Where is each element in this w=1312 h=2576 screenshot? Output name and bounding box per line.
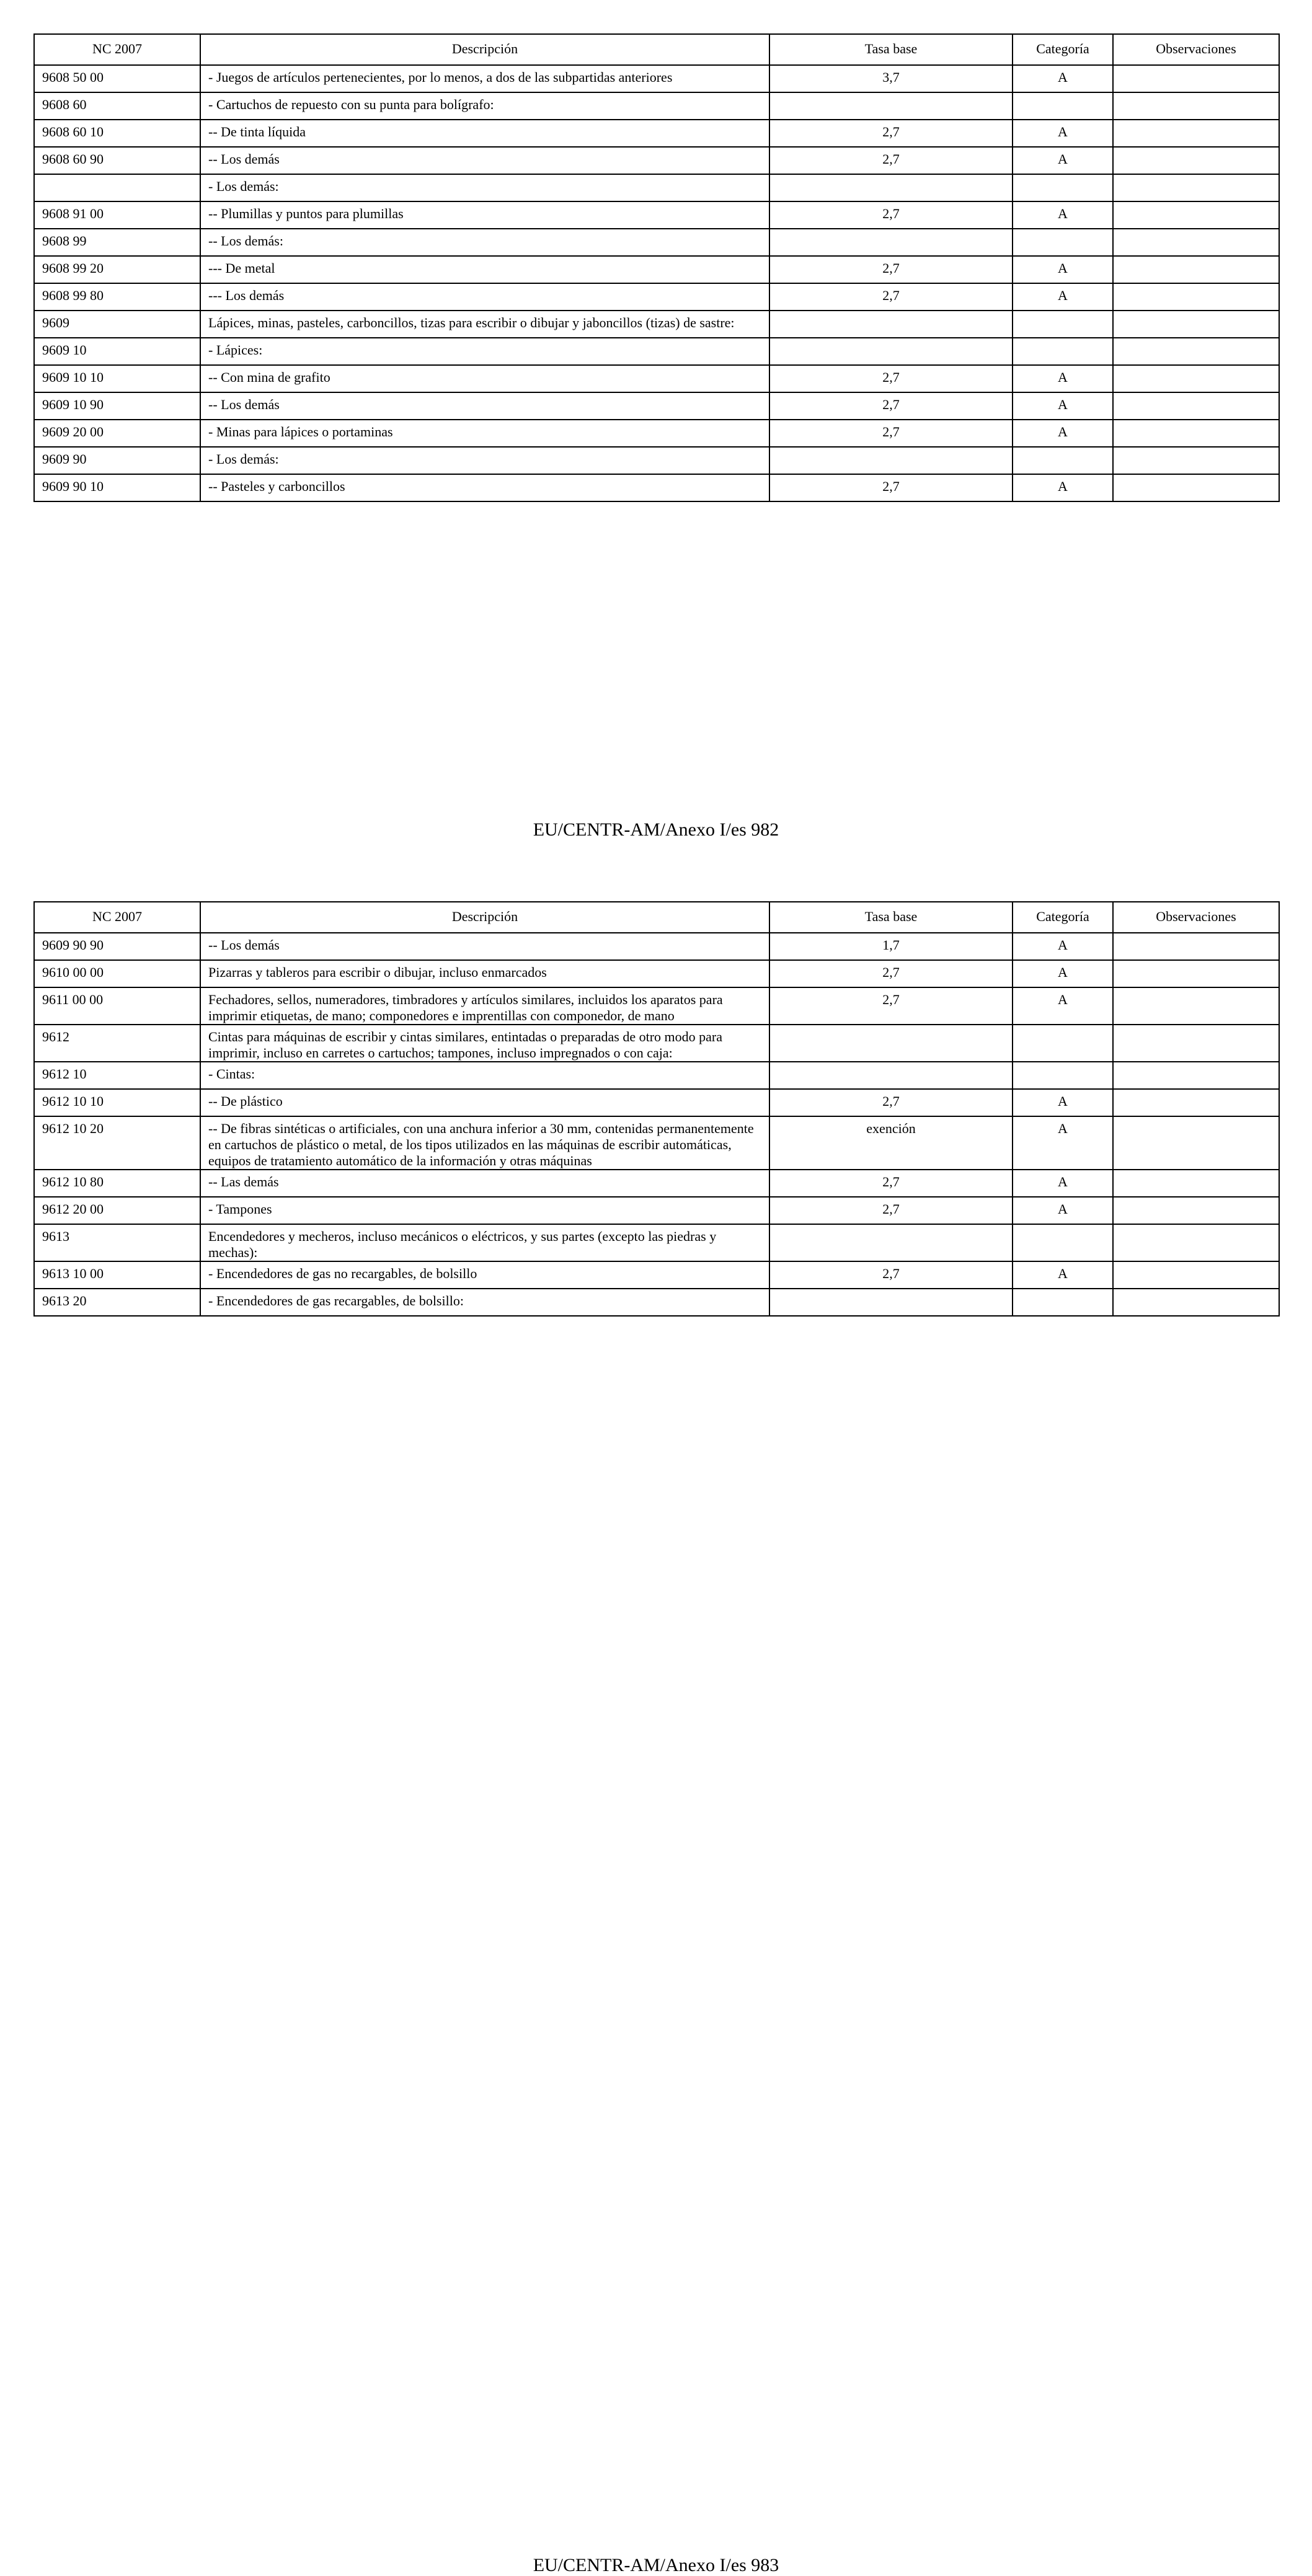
- description-cell: Cintas para máquinas de escribir y cintas similares, entintadas o preparadas de otro modo para imprimir, incluso en carretes o cartuchos; tampones, incluso impregnados o con caja:: [200, 1025, 769, 1062]
- description-cell: - Cintas:: [200, 1062, 769, 1089]
- observations-cell: [1113, 933, 1279, 960]
- base-rate-cell: [769, 1025, 1013, 1062]
- observations-cell: [1113, 1062, 1279, 1089]
- category-cell: A: [1013, 1089, 1113, 1116]
- base-rate-cell: [769, 229, 1013, 256]
- observations-cell: [1113, 283, 1279, 311]
- nc-code-cell: 9608 50 00: [34, 65, 200, 92]
- base-rate-cell: [769, 174, 1013, 201]
- nc-code-cell: 9612 10: [34, 1062, 200, 1089]
- observations-cell: [1113, 1089, 1279, 1116]
- category-cell: A: [1013, 120, 1113, 147]
- category-cell: A: [1013, 256, 1113, 283]
- base-rate-cell: 2,7: [769, 960, 1013, 987]
- observations-cell: [1113, 147, 1279, 174]
- nc-code-cell: 9609 90 10: [34, 474, 200, 501]
- base-rate-cell: 2,7: [769, 120, 1013, 147]
- table-row: [34, 1224, 1279, 1261]
- description-cell: - Tampones: [200, 1197, 769, 1224]
- description-cell: Fechadores, sellos, numeradores, timbradores y artículos similares, incluidos los aparatos para imprimir etiquetas, de mano; componedores e imprentillas con componedor, de mano: [200, 987, 769, 1025]
- base-rate-cell: 3,7: [769, 65, 1013, 92]
- header-rate: Tasa base: [769, 902, 1013, 933]
- observations-cell: [1113, 1261, 1279, 1289]
- table-row: [34, 338, 1279, 365]
- table-row: [34, 311, 1279, 338]
- description-cell: -- Con mina de grafito: [200, 365, 769, 392]
- category-cell: [1013, 92, 1113, 120]
- page-footer: EU/CENTR-AM/Anexo I/es 983: [533, 2555, 779, 2575]
- table-row: [34, 229, 1279, 256]
- nc-code-cell: 9608 60 90: [34, 147, 200, 174]
- category-cell: [1013, 1289, 1113, 1316]
- header-rate: Tasa base: [769, 34, 1013, 65]
- table-row: [34, 420, 1279, 447]
- nc-code-cell: 9608 60: [34, 92, 200, 120]
- table-row: [34, 65, 1279, 92]
- base-rate-cell: 2,7: [769, 365, 1013, 392]
- category-cell: [1013, 1224, 1113, 1261]
- category-cell: A: [1013, 987, 1113, 1025]
- description-cell: -- Los demás:: [200, 229, 769, 256]
- nc-code-cell: 9608 99 20: [34, 256, 200, 283]
- description-cell: -- Los demás: [200, 147, 769, 174]
- base-rate-cell: 2,7: [769, 147, 1013, 174]
- observations-cell: [1113, 1170, 1279, 1197]
- base-rate-cell: 2,7: [769, 201, 1013, 229]
- description-cell: Lápices, minas, pasteles, carboncillos, tizas para escribir o dibujar y jaboncillos (tizas) de sastre:: [200, 311, 769, 338]
- observations-cell: [1113, 1025, 1279, 1062]
- table-row: [34, 256, 1279, 283]
- table-row: [34, 1261, 1279, 1289]
- tariff-table: [33, 33, 1280, 502]
- base-rate-cell: 2,7: [769, 1089, 1013, 1116]
- description-cell: -- Plumillas y puntos para plumillas: [200, 201, 769, 229]
- table-row: [34, 147, 1279, 174]
- header-nc: NC 2007: [34, 902, 200, 933]
- base-rate-cell: [769, 447, 1013, 474]
- description-cell: --- Los demás: [200, 283, 769, 311]
- category-cell: [1013, 311, 1113, 338]
- category-cell: A: [1013, 933, 1113, 960]
- description-cell: - Lápices:: [200, 338, 769, 365]
- observations-cell: [1113, 338, 1279, 365]
- category-cell: [1013, 447, 1113, 474]
- nc-code-cell: 9613 10 00: [34, 1261, 200, 1289]
- nc-code-cell: 9608 60 10: [34, 120, 200, 147]
- base-rate-cell: [769, 338, 1013, 365]
- description-cell: -- De fibras sintéticas o artificiales, con una anchura inferior a 30 mm, contenidas permanentemente en cartuchos de plástico o metal, de los tipos utilizados en las máquinas de escribir automáticas, equipos de tratamiento automático de la información y otras máquinas: [200, 1116, 769, 1170]
- observations-cell: [1113, 92, 1279, 120]
- description-cell: --- De metal: [200, 256, 769, 283]
- description-cell: Pizarras y tableros para escribir o dibujar, incluso enmarcados: [200, 960, 769, 987]
- description-cell: -- Pasteles y carboncillos: [200, 474, 769, 501]
- table-header-row: [34, 34, 1279, 65]
- table-row: [34, 447, 1279, 474]
- category-cell: A: [1013, 1170, 1113, 1197]
- nc-code-cell: 9612 10 10: [34, 1089, 200, 1116]
- category-cell: A: [1013, 283, 1113, 311]
- category-cell: A: [1013, 1116, 1113, 1170]
- observations-cell: [1113, 1197, 1279, 1224]
- category-cell: A: [1013, 365, 1113, 392]
- nc-code-cell: 9612 10 20: [34, 1116, 200, 1170]
- base-rate-cell: 2,7: [769, 474, 1013, 501]
- observations-cell: [1113, 311, 1279, 338]
- observations-cell: [1113, 1116, 1279, 1170]
- description-cell: -- Los demás: [200, 933, 769, 960]
- header-category: Categoría: [1013, 902, 1113, 933]
- category-cell: [1013, 1062, 1113, 1089]
- observations-cell: [1113, 174, 1279, 201]
- table-body: [34, 933, 1279, 1316]
- observations-cell: [1113, 1289, 1279, 1316]
- observations-cell: [1113, 256, 1279, 283]
- base-rate-cell: [769, 92, 1013, 120]
- nc-code-cell: 9609 10: [34, 338, 200, 365]
- nc-code-cell: 9610 00 00: [34, 960, 200, 987]
- base-rate-cell: 2,7: [769, 1261, 1013, 1289]
- nc-code-cell: 9611 00 00: [34, 987, 200, 1025]
- observations-cell: [1113, 987, 1279, 1025]
- table-row: [34, 960, 1279, 987]
- nc-code-cell: 9609 90: [34, 447, 200, 474]
- category-cell: A: [1013, 65, 1113, 92]
- base-rate-cell: [769, 1062, 1013, 1089]
- nc-code-cell: 9608 91 00: [34, 201, 200, 229]
- tariff-table: [33, 901, 1280, 1317]
- nc-code-cell: 9609 10 90: [34, 392, 200, 420]
- header-nc: NC 2007: [34, 34, 200, 65]
- nc-code-cell: [34, 174, 200, 201]
- description-cell: -- De plástico: [200, 1089, 769, 1116]
- description-cell: - Encendedores de gas recargables, de bolsillo:: [200, 1289, 769, 1316]
- base-rate-cell: 2,7: [769, 283, 1013, 311]
- nc-code-cell: 9608 99 80: [34, 283, 200, 311]
- base-rate-cell: 2,7: [769, 256, 1013, 283]
- nc-code-cell: 9612: [34, 1025, 200, 1062]
- table-row: [34, 174, 1279, 201]
- observations-cell: [1113, 120, 1279, 147]
- table-row: [34, 365, 1279, 392]
- table-row: [34, 1197, 1279, 1224]
- category-cell: [1013, 174, 1113, 201]
- header-category: Categoría: [1013, 34, 1113, 65]
- table-row: [34, 1116, 1279, 1170]
- base-rate-cell: 2,7: [769, 1170, 1013, 1197]
- table-header-row: [34, 902, 1279, 933]
- base-rate-cell: 2,7: [769, 420, 1013, 447]
- table-row: [34, 1289, 1279, 1316]
- category-cell: A: [1013, 1197, 1113, 1224]
- observations-cell: [1113, 229, 1279, 256]
- table-row: [34, 987, 1279, 1025]
- base-rate-cell: exención: [769, 1116, 1013, 1170]
- category-cell: [1013, 1025, 1113, 1062]
- nc-code-cell: 9609 90 90: [34, 933, 200, 960]
- observations-cell: [1113, 474, 1279, 501]
- base-rate-cell: 2,7: [769, 392, 1013, 420]
- description-cell: -- Los demás: [200, 392, 769, 420]
- table-row: [34, 201, 1279, 229]
- base-rate-cell: 2,7: [769, 987, 1013, 1025]
- category-cell: A: [1013, 201, 1113, 229]
- nc-code-cell: 9612 20 00: [34, 1197, 200, 1224]
- description-cell: - Los demás:: [200, 174, 769, 201]
- header-observations: Observaciones: [1113, 34, 1279, 65]
- table-row: [34, 1170, 1279, 1197]
- base-rate-cell: [769, 311, 1013, 338]
- base-rate-cell: [769, 1224, 1013, 1261]
- category-cell: A: [1013, 420, 1113, 447]
- category-cell: [1013, 229, 1113, 256]
- nc-code-cell: 9609: [34, 311, 200, 338]
- base-rate-cell: 2,7: [769, 1197, 1013, 1224]
- observations-cell: [1113, 201, 1279, 229]
- nc-code-cell: 9613: [34, 1224, 200, 1261]
- category-cell: A: [1013, 960, 1113, 987]
- nc-code-cell: 9608 99: [34, 229, 200, 256]
- description-cell: Encendedores y mecheros, incluso mecánicos o eléctricos, y sus partes (excepto las piedras y mechas):: [200, 1224, 769, 1261]
- observations-cell: [1113, 392, 1279, 420]
- observations-cell: [1113, 420, 1279, 447]
- description-cell: - Encendedores de gas no recargables, de bolsillo: [200, 1261, 769, 1289]
- table-row: [34, 92, 1279, 120]
- table-body: [34, 65, 1279, 501]
- header-description: Descripción: [200, 902, 769, 933]
- category-cell: [1013, 338, 1113, 365]
- category-cell: A: [1013, 147, 1113, 174]
- nc-code-cell: 9612 10 80: [34, 1170, 200, 1197]
- page-footer: EU/CENTR-AM/Anexo I/es 982: [533, 819, 779, 840]
- table-row: [34, 1025, 1279, 1062]
- description-cell: - Los demás:: [200, 447, 769, 474]
- nc-code-cell: 9613 20: [34, 1289, 200, 1316]
- description-cell: - Juegos de artículos pertenecientes, por lo menos, a dos de las subpartidas anteriores: [200, 65, 769, 92]
- category-cell: A: [1013, 1261, 1113, 1289]
- observations-cell: [1113, 65, 1279, 92]
- observations-cell: [1113, 960, 1279, 987]
- description-cell: - Minas para lápices o portaminas: [200, 420, 769, 447]
- table-row: [34, 1062, 1279, 1089]
- description-cell: -- Las demás: [200, 1170, 769, 1197]
- description-cell: -- De tinta líquida: [200, 120, 769, 147]
- table-row: [34, 1089, 1279, 1116]
- nc-code-cell: 9609 10 10: [34, 365, 200, 392]
- observations-cell: [1113, 447, 1279, 474]
- base-rate-cell: [769, 1289, 1013, 1316]
- table-row: [34, 392, 1279, 420]
- table-row: [34, 474, 1279, 501]
- table-row: [34, 120, 1279, 147]
- category-cell: A: [1013, 392, 1113, 420]
- table-row: [34, 933, 1279, 960]
- nc-code-cell: 9609 20 00: [34, 420, 200, 447]
- category-cell: A: [1013, 474, 1113, 501]
- observations-cell: [1113, 365, 1279, 392]
- header-description: Descripción: [200, 34, 769, 65]
- table-row: [34, 283, 1279, 311]
- description-cell: - Cartuchos de repuesto con su punta para bolígrafo:: [200, 92, 769, 120]
- observations-cell: [1113, 1224, 1279, 1261]
- header-observations: Observaciones: [1113, 902, 1279, 933]
- base-rate-cell: 1,7: [769, 933, 1013, 960]
